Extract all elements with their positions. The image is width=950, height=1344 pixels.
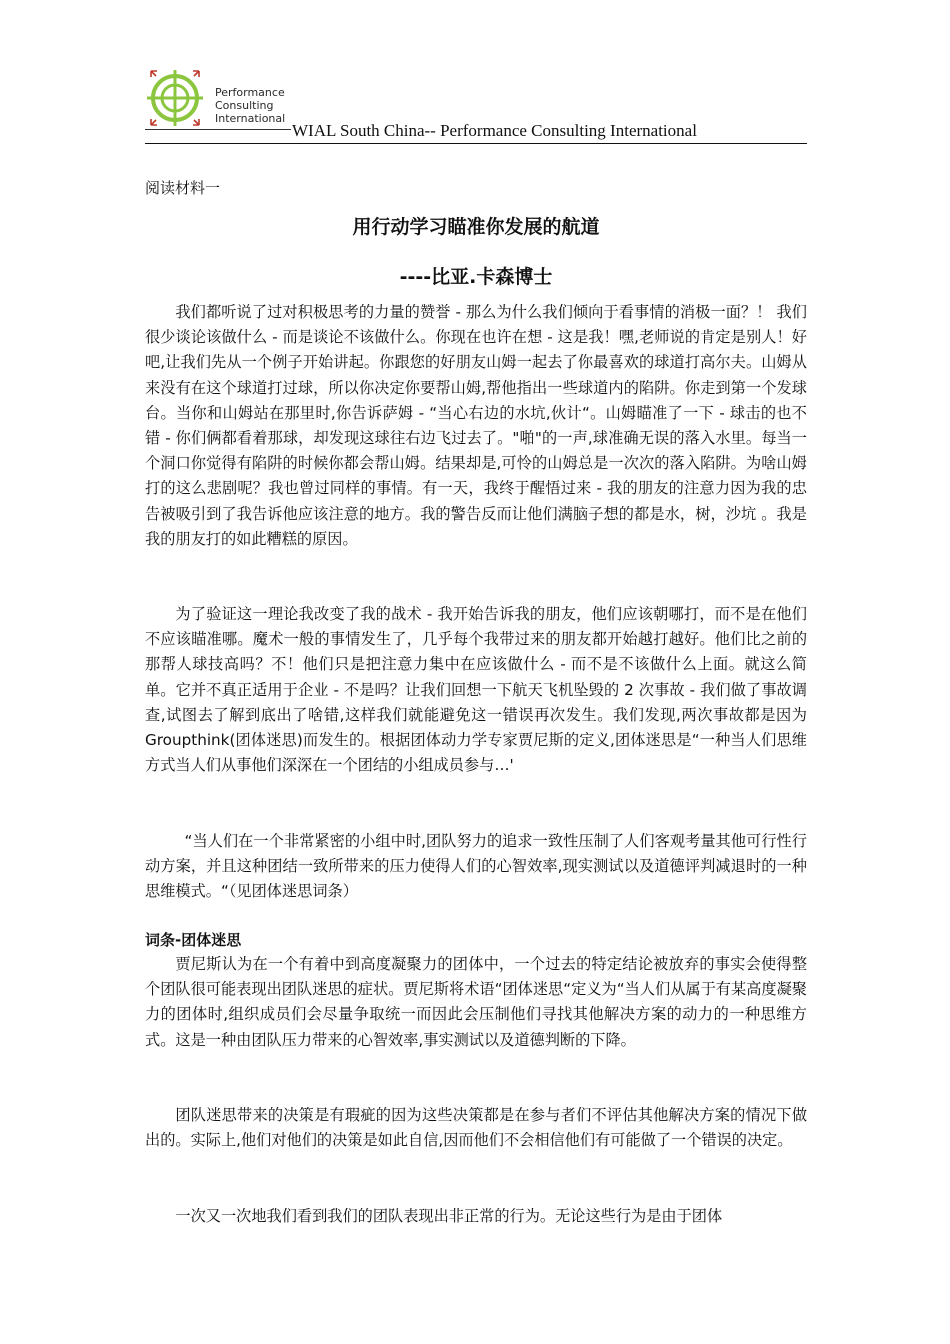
reading-material-label: 阅读材料一 <box>145 179 221 197</box>
logo-line-2: Consulting <box>215 99 274 112</box>
header-title: WIAL South China-- Performance Consulting International <box>292 121 697 140</box>
paragraph-4: 贾尼斯认为在一个有着中到高度凝聚力的团体中，一个过去的特定结论被放弃的事实会使得整个团队很可能表现出团队迷思的症状。贾尼斯将术语“团体迷思“定义为“当人们从属于有某高度凝聚力的团体时,组织成员们会尽量争取统一而因此会压制他们寻找其他解决方案的动力的一种思维方式。这是一种由团队压力带来的心智效率,事实测试以及道德判断的下降。 <box>145 955 807 1049</box>
paragraph-5: 团队迷思带来的决策是有瑕疵的因为这些决策都是在参与者们不评估其他解决方案的情况下做出的。实际上,他们对他们的决策是如此自信,因而他们不会相信他们有可能做了一个错误的决定。 <box>145 1106 807 1150</box>
article-author: ----比亚.卡森博士 <box>399 266 553 288</box>
paragraph-1: 我们都听说了过对积极思考的力量的赞誉 - 那么为什么我们倾向于看事情的消极一面？！ 我们很少谈论该做什么 - 而是谈论不该做什么。你现在也许在想 - 这是我！嘿,老师说的肯定是别人！好吧,让我们先从一个例子开始讲起。你跟您的好朋友山姆一起去了你最喜欢的球道打高尔夫。山姆从来没有在这个球道打过球，所以你决定你要帮山姆,帮他指出一些球道内的陷阱。你走到第一个发球台。当你和山姆站在那里时,你告诉萨姆 - “当心右边的水坑,伙计“。山姆瞄准了一下 - 球击的也不错 - 你们俩都看着那球，却发现这球往右边飞过去了。"啪"的一声,球准确无误的落入水里。每当一个洞口你觉得有陷阱的时候你都会帮山姆。结果却是,可怜的山姆总是一次次的落入陷阱。为啥山姆打的这么悲剧呢？我也曾过同样的事情。有一天，我终于醒悟过来 - 我的朋友的注意力因为我的忠告被吸引到了我告诉他应该注意的地方。我的警告反而让他们满脑子想的都是水，树，沙坑 。我是我的朋友打的如此糟糕的原因。 <box>145 303 807 548</box>
article-title: 用行动学习瞄准你发展的航道 <box>352 216 600 238</box>
logo-line-3: International <box>215 112 286 125</box>
glossary-subheading: 词条-团体迷思 <box>145 931 242 949</box>
header-divider <box>145 143 807 144</box>
logo-line-1: Performance <box>215 86 285 99</box>
paragraph-3-quote: “当人们在一个非常紧密的小组中时,团队努力的追求一致性压制了人们客观考量其他可行性行动方案，并且这种团结一致所带来的压力使得人们的心智效率,现实测试以及道德评判减退时的一种思维模式。“（见团体迷思词条） <box>145 832 807 901</box>
pci-logo-icon <box>145 66 205 128</box>
page-header <box>145 66 807 144</box>
paragraph-6: 一次又一次地我们看到我们的团队表现出非正常的行为。无论这些行为是由于团体 <box>175 1207 723 1225</box>
logo-wordmark <box>215 86 295 125</box>
logo-underline <box>145 129 291 130</box>
document-page <box>145 0 807 1344</box>
paragraph-2: 为了验证这一理论我改变了我的战术 - 我开始告诉我的朋友，他们应该朝哪打，而不是在他们不应该瞄准哪。魔术一般的事情发生了，几乎每个我带过来的朋友都开始越打越好。他们比之前的那帮人球技高吗？不！他们只是把注意力集中在应该做什么 - 而不是不该做什么上面。就这么简单。它并不真正适用于企业 - 不是吗？让我们回想一下航天飞机坠毁的 2 次事故 - 我们做了事故调查,试图去了解到底出了啥错,这样我们就能避免这一错误再次发生。我们发现,两次事故都是因为 Groupthink(团体迷思)而发生的。根据团体动力学专家贾尼斯的定义,团体迷思是“一种当人们思维方式当人们从事他们深深在一个团结的小组成员参与…' <box>145 605 807 775</box>
